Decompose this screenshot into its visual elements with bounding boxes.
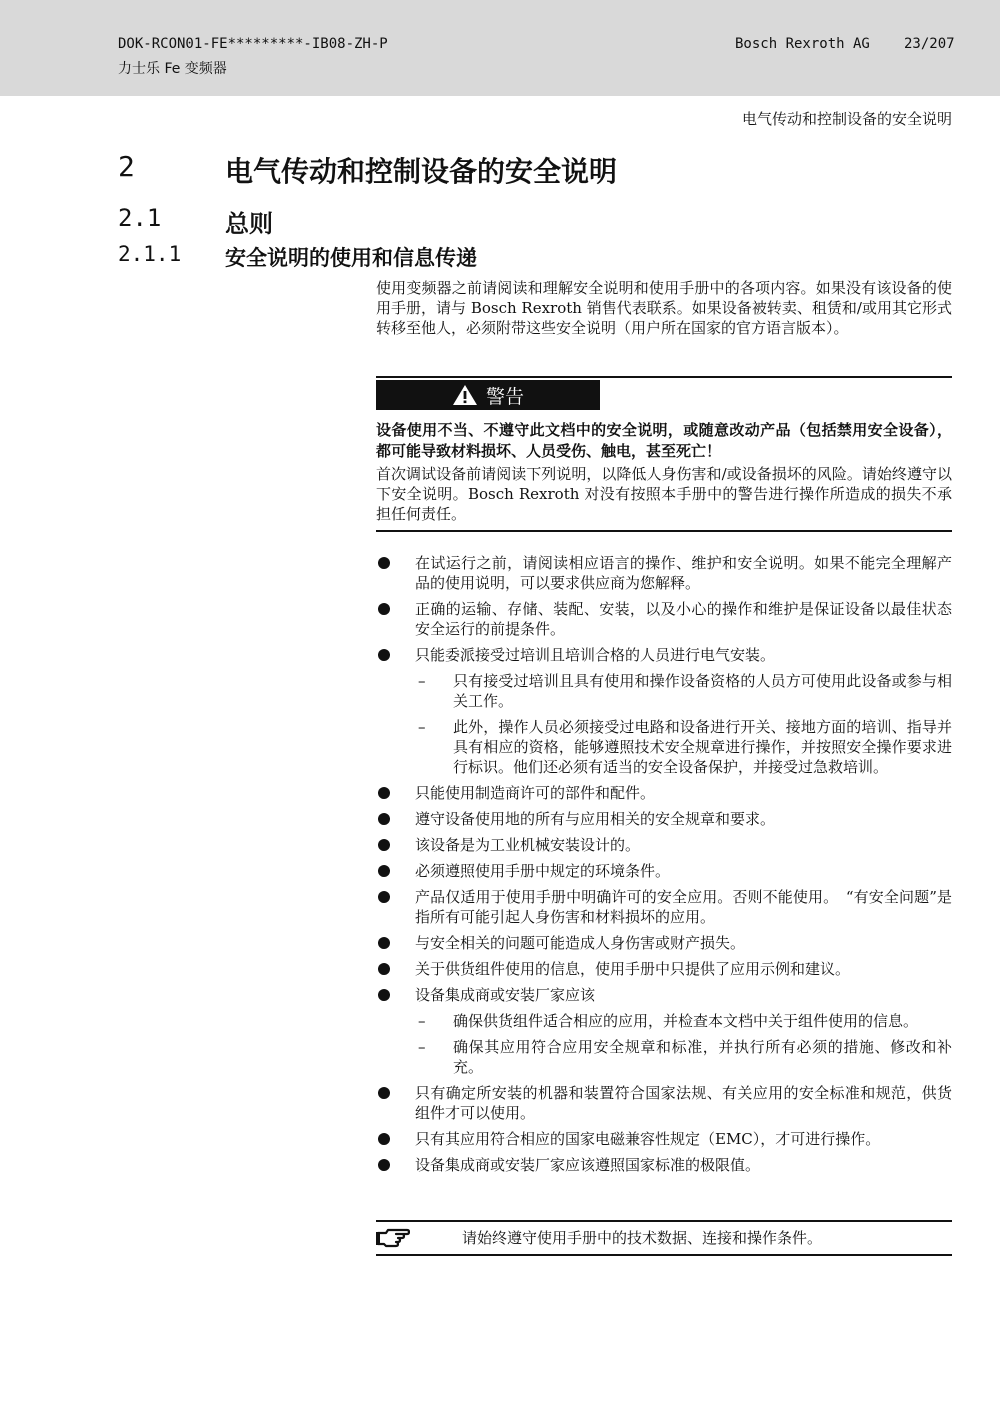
- safety-list: [376, 553, 952, 1181]
- chapter-number: 2: [118, 150, 135, 183]
- list-item-text: 只能委派接受过培训且培训合格的人员进行电气安装。: [415, 646, 776, 664]
- section-title: 总则: [225, 210, 273, 238]
- bullet-list-item: [376, 861, 952, 881]
- warning-bold-text: 设备使用不当、不遵守此文档中的安全说明，或随意改动产品（包括禁用安全设备），都可能导致材料损坏、人员受伤、触电，甚至死亡！: [376, 421, 952, 460]
- note-bottom-rule: [376, 1254, 952, 1256]
- list-item-text: 关于供货组件使用的信息，使用手册中只提供了应用示例和建议。: [415, 960, 851, 978]
- list-item-text: 确保供货组件适合相应的应用，并检查本文档中关于组件使用的信息。: [453, 1012, 919, 1030]
- bullet-icon: [378, 963, 390, 975]
- pointing-hand-icon: [376, 1227, 410, 1249]
- running-title: 电气传动和控制设备的安全说明: [741, 110, 952, 128]
- subsection-title: 安全说明的使用和信息传递: [225, 246, 477, 270]
- bullet-list-item: [376, 835, 952, 855]
- bullet-icon: [378, 989, 390, 1001]
- chapter-title: 电气传动和控制设备的安全说明: [225, 155, 618, 188]
- sub-list-item: [376, 1011, 952, 1031]
- list-item-text: 产品仅适用于使用手册中明确许可的安全应用。否则不能使用。 “有安全问题”是指所有可能引起人身伤害和材料损坏的应用。: [415, 888, 952, 926]
- bullet-list-item: [376, 783, 952, 803]
- dash-marker: –: [418, 1012, 426, 1030]
- list-item-text: 只能使用制造商许可的部件和配件。: [415, 784, 656, 802]
- bullet-icon: [378, 603, 390, 615]
- warning-text: 首次调试设备前请阅读下列说明，以降低人身伤害和/或设备损坏的风险。请始终遵守以下安全说明。Bosch Rexroth 对没有按照本手册中的警告进行操作所造成的损失不承担任何责任。: [376, 465, 952, 523]
- warning-top-rule: [376, 376, 952, 378]
- bullet-icon: [378, 865, 390, 877]
- warning-bottom-rule: [376, 530, 952, 532]
- list-item-text: 在试运行之前，请阅读相应语言的操作、维护和安全说明。如果不能完全理解产品的使用说明，可以要求供应商为您解释。: [415, 554, 952, 592]
- dash-marker: –: [418, 672, 426, 690]
- list-item-text: 必须遵照使用手册中规定的环境条件。: [415, 862, 671, 880]
- list-item-text: 设备集成商或安装厂家应该: [415, 986, 596, 1004]
- warning-triangle-icon: [452, 384, 478, 406]
- list-item-text: 正确的运输、存储、装配、安装，以及小心的操作和维护是保证设备以最佳状态安全运行的前提条件。: [415, 600, 952, 638]
- bullet-list-item: [376, 1155, 952, 1175]
- bullet-icon: [378, 1133, 390, 1145]
- bullet-list-item: [376, 553, 952, 593]
- bullet-list-item: [376, 599, 952, 639]
- bullet-list-item: [376, 1083, 952, 1123]
- company-name: Bosch Rexroth AG: [735, 36, 870, 52]
- dash-marker: –: [418, 718, 426, 736]
- sub-list-item: [376, 1037, 952, 1077]
- bullet-icon: [378, 891, 390, 903]
- bullet-list-item: [376, 959, 952, 979]
- note-text: 请始终遵守使用手册中的技术数据、连接和操作条件。: [462, 1229, 823, 1247]
- list-item-text: 遵守设备使用地的所有与应用相关的安全规章和要求。: [415, 810, 776, 828]
- page-number: 23/207: [904, 36, 955, 52]
- note-top-rule: [376, 1220, 952, 1222]
- bullet-icon: [378, 1159, 390, 1171]
- list-item-text: 确保其应用符合应用安全规章和标准，并执行所有必须的措施、修改和补充。: [453, 1038, 952, 1076]
- section-number: 2.1: [118, 204, 162, 232]
- bullet-icon: [378, 937, 390, 949]
- list-item-text: 只有接受过培训且具有使用和操作设备资格的人员方可使用此设备或参与相关工作。: [453, 672, 952, 710]
- dash-marker: –: [418, 1038, 426, 1056]
- bullet-list-item: [376, 933, 952, 953]
- bullet-list-item: [376, 1129, 952, 1149]
- list-item-text: 设备集成商或安装厂家应该遵照国家标准的极限值。: [415, 1156, 761, 1174]
- subsection-number: 2.1.1: [118, 242, 182, 266]
- bullet-icon: [378, 813, 390, 825]
- document-id: DOK-RCON01-FE*********-IB08-ZH-P: [118, 36, 388, 52]
- bullet-icon: [378, 557, 390, 569]
- list-item-text: 只有确定所安装的机器和装置符合国家法规、有关应用的安全标准和规范，供货组件才可以使用。: [415, 1084, 952, 1122]
- warning-label: 警告: [485, 385, 524, 408]
- list-item-text: 只有其应用符合相应的国家电磁兼容性规定（EMC），才可进行操作。: [415, 1130, 881, 1148]
- list-item-text: 该设备是为工业机械安装设计的。: [415, 836, 641, 854]
- bullet-list-item: [376, 809, 952, 829]
- product-name: 力士乐 Fe 变频器: [118, 61, 227, 77]
- warning-label-box: [376, 380, 600, 410]
- bullet-list-item: [376, 887, 952, 927]
- bullet-list-item: [376, 645, 952, 665]
- bullet-icon: [378, 787, 390, 799]
- sub-list-item: [376, 717, 952, 777]
- page-header: [0, 0, 1000, 96]
- bullet-list-item: [376, 985, 952, 1005]
- list-item-text: 与安全相关的问题可能造成人身伤害或财产损失。: [415, 934, 746, 952]
- intro-paragraph: 使用变频器之前请阅读和理解安全说明和使用手册中的各项内容。如果没有该设备的使用手册，请与 Bosch Rexroth 销售代表联系。如果设备被转卖、租赁和/或用其它形式转移至他人，必须附带这些安全说明（用户所在国家的官方语言版本）。: [376, 279, 952, 337]
- bullet-icon: [378, 649, 390, 661]
- list-item-text: 此外，操作人员必须接受过电路和设备进行开关、接地方面的培训、指导并具有相应的资格，能够遵照技术安全规章进行操作，并按照安全操作要求进行标识。他们还必须有适当的安全设备保护，并接受过急救培训。: [453, 718, 952, 776]
- sub-list-item: [376, 671, 952, 711]
- bullet-icon: [378, 1087, 390, 1099]
- bullet-icon: [378, 839, 390, 851]
